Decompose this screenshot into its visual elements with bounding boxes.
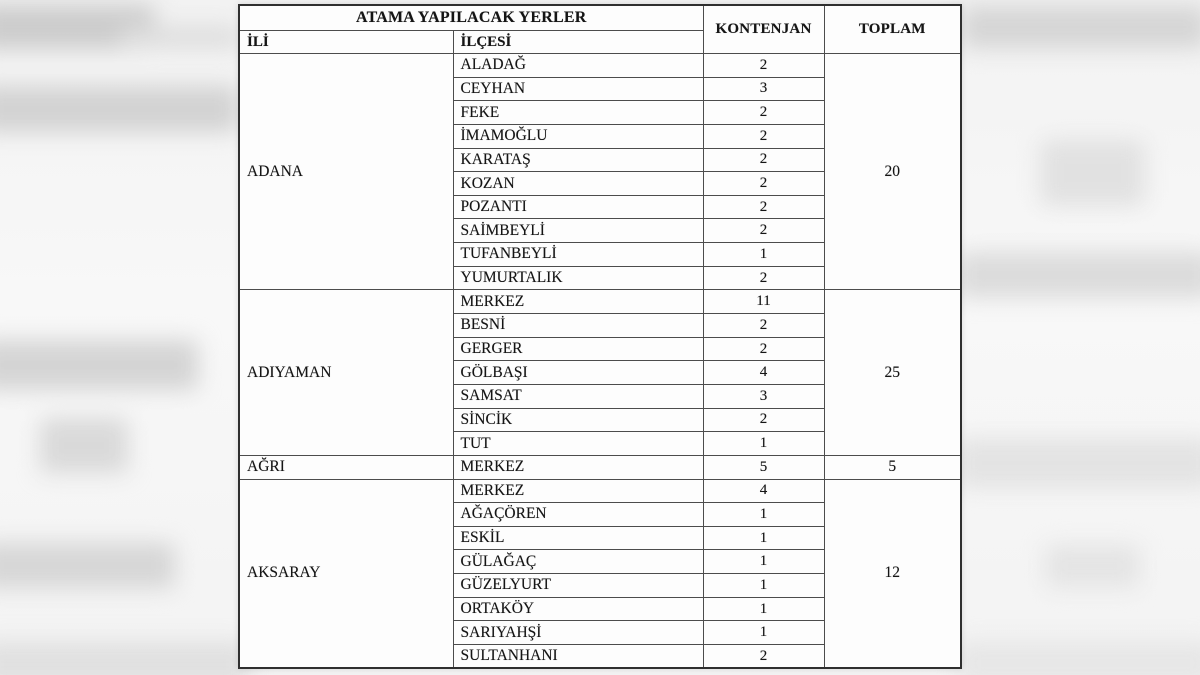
- province-cell: AĞRI: [239, 455, 453, 479]
- district-cell: SAİMBEYLİ: [453, 219, 703, 243]
- quota-cell: 1: [703, 597, 824, 621]
- quota-cell: 2: [703, 101, 824, 125]
- quota-cell: 2: [703, 148, 824, 172]
- quota-cell: 1: [703, 550, 824, 574]
- bg-blob: [1040, 140, 1145, 206]
- quota-cell: 2: [703, 408, 824, 432]
- bg-blob: [0, 543, 175, 588]
- table-header: [239, 5, 961, 54]
- quota-cell: 1: [703, 503, 824, 527]
- total-cell: 25: [824, 290, 961, 455]
- province-cell: AKSARAY: [239, 479, 453, 668]
- district-cell: ALADAĞ: [453, 54, 703, 78]
- district-cell: KARATAŞ: [453, 148, 703, 172]
- district-cell: FEKE: [453, 101, 703, 125]
- total-cell: 5: [824, 455, 961, 479]
- table-row: [239, 54, 961, 78]
- quota-cell: 5: [703, 455, 824, 479]
- column-header-province: İLİ: [239, 31, 453, 54]
- quota-cell: 1: [703, 243, 824, 267]
- bg-blob: [0, 642, 250, 675]
- district-cell: SİNCİK: [453, 408, 703, 432]
- column-header-quota: KONTENJAN: [703, 5, 824, 54]
- district-cell: GÜZELYURT: [453, 574, 703, 598]
- district-cell: İMAMOĞLU: [453, 124, 703, 148]
- bg-blob: [958, 642, 1200, 675]
- table-row: [239, 479, 961, 503]
- quota-cell: 3: [703, 384, 824, 408]
- bg-blob: [958, 252, 1200, 298]
- bg-blob: [40, 418, 128, 473]
- district-cell: GERGER: [453, 337, 703, 361]
- quota-cell: 2: [703, 266, 824, 290]
- quota-cell: 1: [703, 574, 824, 598]
- district-cell: TUFANBEYLİ: [453, 243, 703, 267]
- header-row-title: [239, 5, 961, 31]
- quota-cell: 1: [703, 621, 824, 645]
- district-cell: TUT: [453, 432, 703, 456]
- bg-blob: [962, 6, 1200, 48]
- quota-cell: 2: [703, 124, 824, 148]
- quota-cell: 4: [703, 479, 824, 503]
- bg-blob: [120, 26, 240, 48]
- table-title: ATAMA YAPILACAK YERLER: [239, 5, 703, 31]
- district-cell: SARIYAHŞİ: [453, 621, 703, 645]
- district-cell: MERKEZ: [453, 479, 703, 503]
- district-cell: SULTANHANI: [453, 645, 703, 669]
- quota-cell: 11: [703, 290, 824, 314]
- quota-cell: 2: [703, 219, 824, 243]
- quota-cell: 1: [703, 526, 824, 550]
- table-row: [239, 290, 961, 314]
- quota-cell: 2: [703, 337, 824, 361]
- district-cell: GÖLBAŞI: [453, 361, 703, 385]
- table-body: [239, 54, 961, 669]
- quota-cell: 2: [703, 172, 824, 196]
- bg-blob: [958, 438, 1200, 488]
- district-cell: ORTAKÖY: [453, 597, 703, 621]
- district-cell: KOZAN: [453, 172, 703, 196]
- district-cell: POZANTI: [453, 195, 703, 219]
- column-header-total: TOPLAM: [824, 5, 961, 54]
- district-cell: GÜLAĞAÇ: [453, 550, 703, 574]
- quota-cell: 2: [703, 54, 824, 78]
- total-cell: 12: [824, 479, 961, 668]
- quota-cell: 4: [703, 361, 824, 385]
- district-cell: ESKİL: [453, 526, 703, 550]
- district-cell: AĞAÇÖREN: [453, 503, 703, 527]
- column-header-district: İLÇESİ: [453, 31, 703, 54]
- bg-blob: [1045, 545, 1140, 587]
- quota-cell: 2: [703, 195, 824, 219]
- bg-blob: [0, 86, 238, 132]
- total-cell: 20: [824, 54, 961, 290]
- quota-cell: 3: [703, 77, 824, 101]
- bg-blob: [0, 340, 198, 390]
- district-cell: YUMURTALIK: [453, 266, 703, 290]
- province-cell: ADIYAMAN: [239, 290, 453, 455]
- quota-cell: 1: [703, 432, 824, 456]
- district-cell: MERKEZ: [453, 455, 703, 479]
- quota-cell: 2: [703, 645, 824, 669]
- assignment-table: [238, 4, 962, 669]
- table-row: [239, 455, 961, 479]
- district-cell: MERKEZ: [453, 290, 703, 314]
- district-cell: SAMSAT: [453, 384, 703, 408]
- province-cell: ADANA: [239, 54, 453, 290]
- district-cell: CEYHAN: [453, 77, 703, 101]
- district-cell: BESNİ: [453, 314, 703, 338]
- quota-cell: 2: [703, 314, 824, 338]
